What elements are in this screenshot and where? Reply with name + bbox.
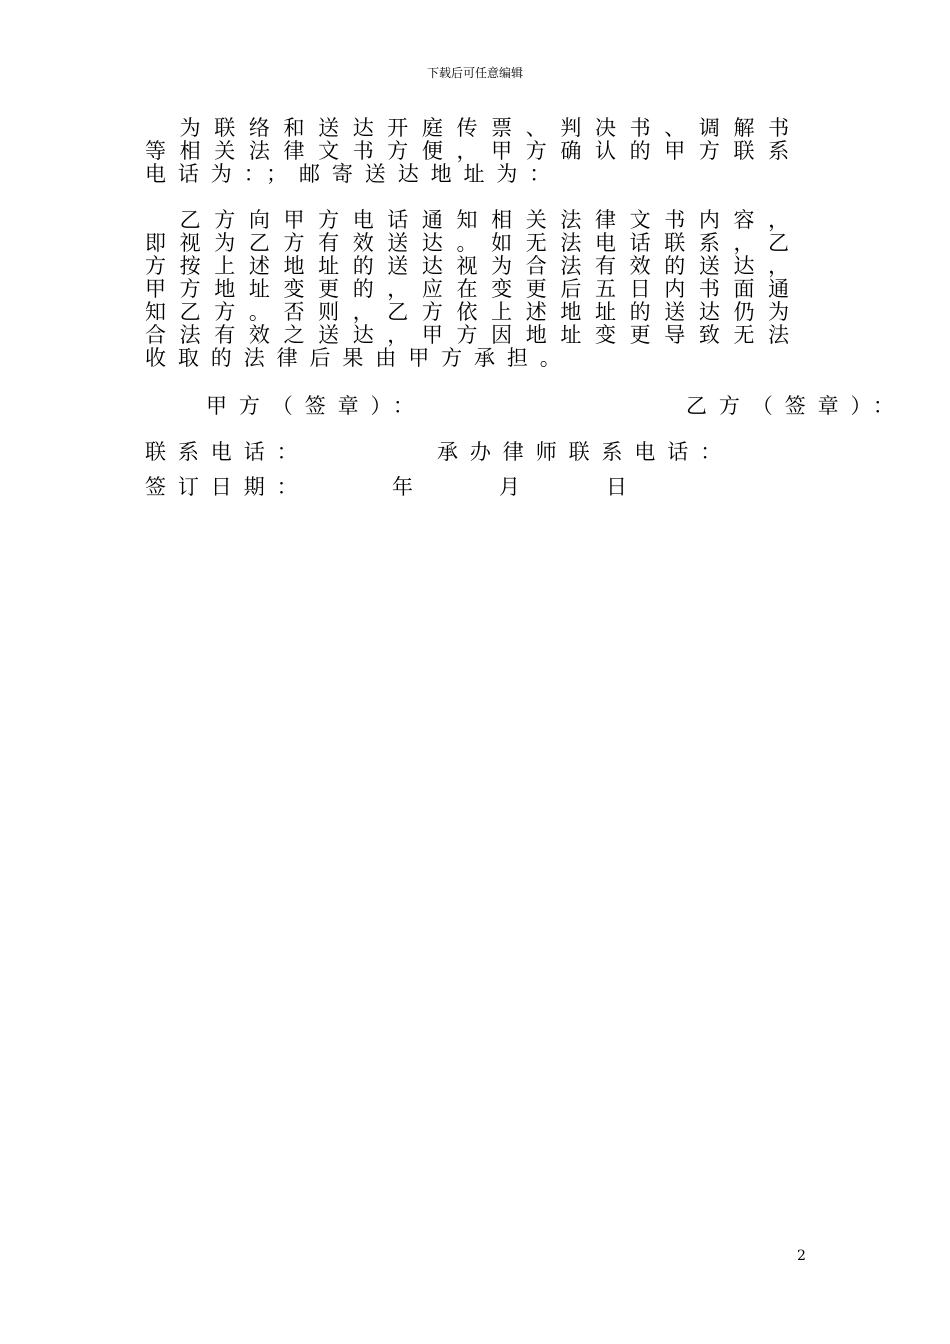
date-day: 日 [606, 475, 639, 499]
date-month: 月 [499, 475, 532, 499]
party-a-signature-label: 甲方（签章）： [206, 394, 426, 418]
page-number: 2 [797, 1248, 806, 1264]
party-b-signature-label: 乙方（签章）： [686, 394, 906, 418]
paragraph-service: 乙方向甲方电话通知相关法律文书内容，即视为乙方有效送达。如无法电话联系，乙方按上述地址的送达视为合法有效的送达，甲方地址变更的，应在变更后五日内书面通知乙方。否则，乙方依上述地址的送达仍为合法有效之送达，甲方因地址变更导致无法收取的法律后果由甲方承担。 [145, 208, 801, 370]
lawyer-phone-label: 承办律师联系电话： [437, 440, 734, 464]
paragraph-contact: 为联络和送达开庭传票、判决书、调解书等相关法律文书方便，甲方确认的甲方联系电话为：；邮寄送达地址为： [145, 116, 801, 186]
signing-date-label: 签订日期： [145, 475, 310, 499]
contact-phone-label: 联系电话： [145, 440, 310, 464]
page-header: 下载后可任意编辑 [426, 66, 523, 80]
date-year: 年 [392, 475, 425, 499]
